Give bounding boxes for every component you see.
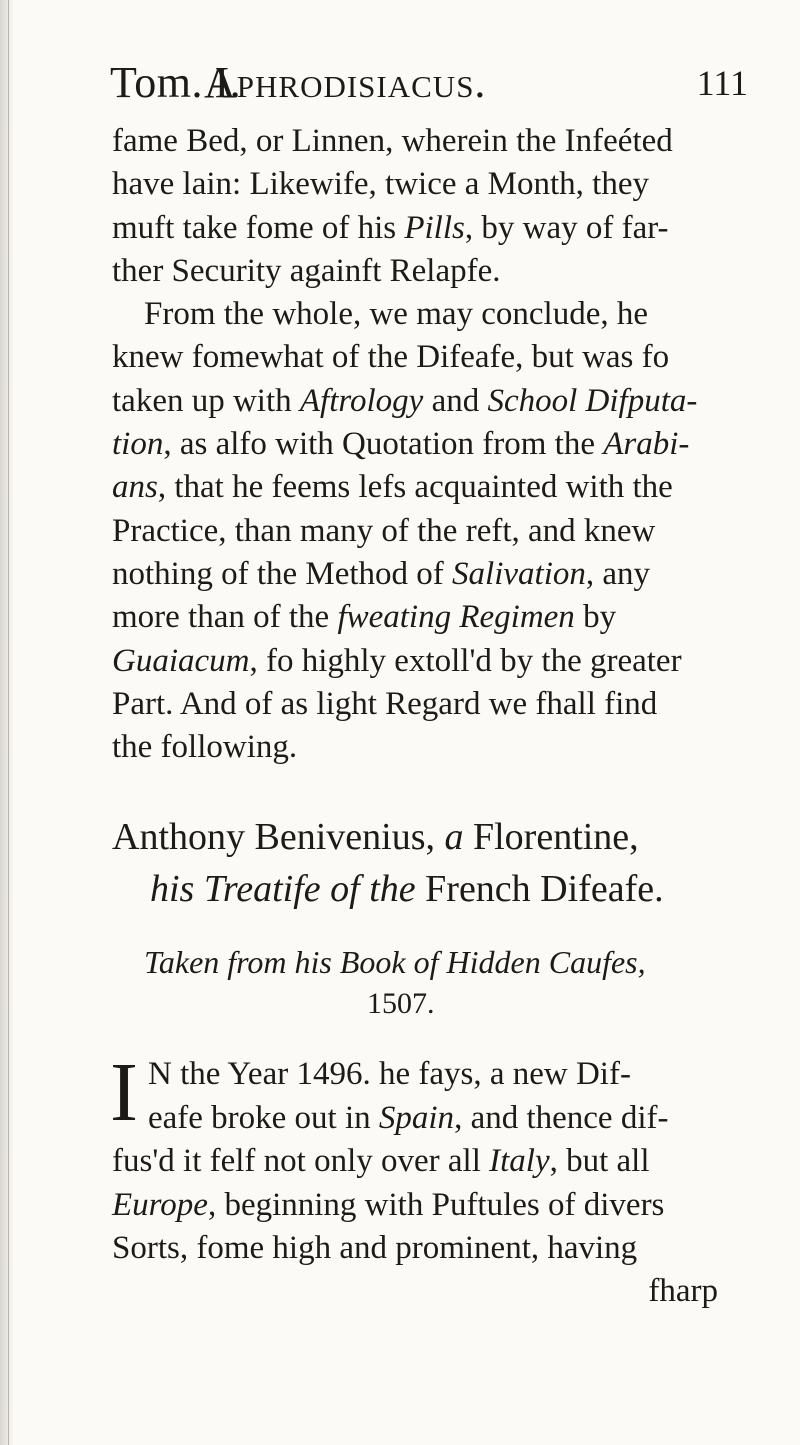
source-subheading <box>112 941 752 1025</box>
text-line: ther Security againft Relapfe. <box>112 252 501 289</box>
book-page <box>112 52 752 1313</box>
subheading-year: 1507. <box>367 987 435 1021</box>
text-line: the following. <box>112 729 298 766</box>
text-line: Sorts, fome high and prominent, having <box>112 1230 638 1267</box>
heading-line: his Treatife of the French Difeafe. <box>150 868 664 911</box>
text-line: have lain: Likewife, twice a Month, they <box>112 166 649 203</box>
page-number: 111 <box>696 63 748 103</box>
text-line: From the whole, we may conclude, he <box>144 296 649 333</box>
text-line: fus'd it felf not only over all Italy, but all <box>112 1143 650 1180</box>
text-line: knew fomewhat of the Difeafe, but was fo <box>112 339 670 376</box>
running-head <box>112 52 752 114</box>
volume-label: Tom. I. <box>110 58 242 107</box>
section-heading <box>112 811 752 915</box>
text-line: more than of the fweating Regimen by <box>112 599 617 636</box>
text-line: tion, as alfo with Quotation from the Arabi- <box>112 426 690 463</box>
text-line: ans, that he feems lefs acquainted with the <box>112 469 673 506</box>
heading-line: Anthony Benivenius, a Florentine, <box>112 816 639 859</box>
text-line: muft take fome of his Pills, by way of far- <box>112 209 669 246</box>
binding-line <box>8 0 9 1445</box>
page-gutter-shadow <box>0 0 14 1445</box>
text-line: Practice, than many of the reft, and knew <box>112 512 656 549</box>
text-line: taken up with Aftrology and School Difputa- <box>112 382 698 419</box>
text-line: fame Bed, or Linnen, wherein the Infeéted <box>112 123 673 159</box>
paragraph-main <box>110 1046 752 1270</box>
text-line: Europe, beginning with Puftules of divers <box>112 1186 665 1223</box>
subheading-line: Taken from his Book of Hidden Caufes, <box>144 944 646 981</box>
running-title: Aphrodisiacus. <box>204 58 487 107</box>
paragraph-continuation <box>112 120 752 769</box>
text-line: nothing of the Method of Salivation, any <box>112 555 651 592</box>
text-line: N the Year 1496. he fays, a new Dif- <box>147 1056 631 1093</box>
text-line: Guaiacum, fo highly extoll'd by the greater <box>112 642 682 679</box>
text-line: eafe broke out in Spain, and thence dif- <box>147 1099 669 1136</box>
catchword: fharp <box>648 1273 718 1310</box>
text-line: Part. And of as light Regard we fhall find <box>112 685 658 722</box>
drop-cap: I <box>110 1046 138 1140</box>
